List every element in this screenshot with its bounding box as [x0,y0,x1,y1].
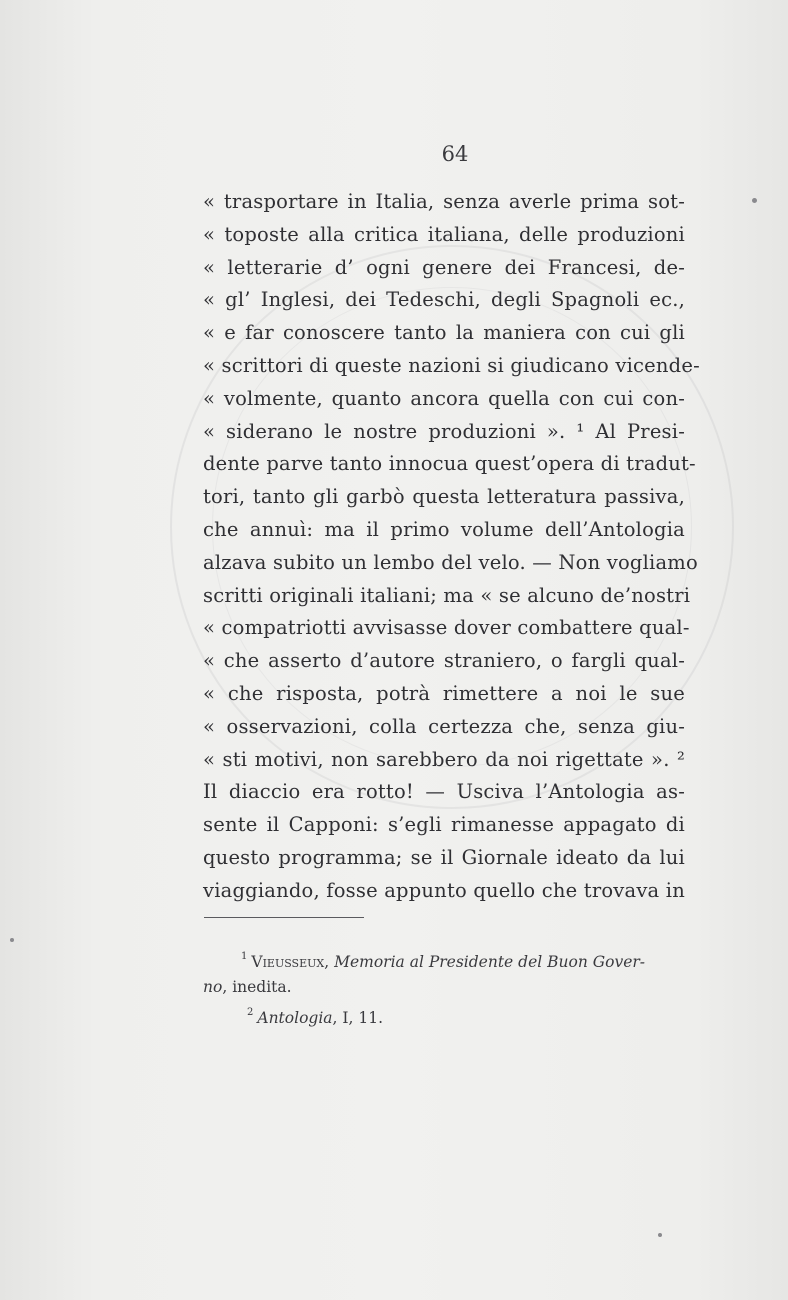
paper-speck [658,1233,662,1237]
text-line: « osservazioni, colla certezza che, senza giu- [203,714,685,738]
text-line: « e far conoscere tanto la maniera con cui gli [203,321,685,345]
text-line: che annuì: ma il primo volume dell’Antologia [203,517,685,541]
paper-speck [10,938,14,942]
text-line: « scrittori di queste nazioni si giudicano vicende- [203,353,700,377]
footnotes [203,944,685,1031]
text-line: « letterarie d’ ogni genere dei Francesi, de- [203,255,685,279]
footnote-marker: 1 [241,951,248,962]
footnote-marker: 2 [247,1007,254,1018]
text-line: alzava subito un lembo del velo. — Non vogliamo [203,550,698,574]
text-line: « sti motivi, non sarebbero da noi rigettate ». ² [203,747,685,771]
footnote-remark: inedita. [232,978,292,996]
footnote-rule [204,917,364,918]
text-line: « che risposta, potrà rimettere a noi le sue [203,681,685,705]
text-line: tori, tanto gli garbò questa letteratura passiva, [203,485,685,509]
footnote-2: $^2$ Antologia, I, 11. [247,1007,384,1027]
text-line: « compatriotti avvisasse dover combattere qual- [203,616,690,640]
footnote-author: Vieusseux [251,953,325,971]
footnote-1-continuation: no, inedita. [203,978,292,996]
text-line: « gl’ Inglesi, dei Tedeschi, degli Spagnoli ec., [203,288,685,312]
text-line: viaggiando, fosse appunto quello che trovava in [203,878,685,902]
text-line: « che asserto d’autore straniero, o fargli qual- [203,649,685,673]
text-line: Il diaccio era rotto! — Usciva l’Antologia as- [203,780,685,804]
text-line: « volmente, quanto ancora quella con cui con- [203,386,685,410]
text-line: sente il Capponi: s’egli rimanesse appagato di [203,813,685,837]
body-text [203,186,700,908]
footnote-1: $^1$ Vieusseux, Memoria al Presidente del Buon Gover- [241,951,646,971]
paper-speck [752,198,757,203]
text-line: questo programma; se il Giornale ideato da lui [203,845,685,869]
text-line: « siderano le nostre produzioni ». ¹ Al Presi- [203,419,685,443]
footnote-title: Memoria al Presidente del Buon Gover- [334,953,646,971]
text-line: « toposte alla critica italiana, delle produzioni [203,222,685,246]
text-line: dente parve tanto innocua quest’opera di tradut- [203,452,696,476]
text-line: scritti originali italiani; ma « se alcuno de’nostri [203,583,691,607]
text-line: « trasportare in Italia, senza averle prima sot- [203,190,685,213]
footnote-title-cont: no [203,978,223,996]
page-number: 64 [441,142,469,166]
footnote-reference: I, 11. [342,1009,384,1027]
footnote-work: Antologia [257,1009,333,1027]
